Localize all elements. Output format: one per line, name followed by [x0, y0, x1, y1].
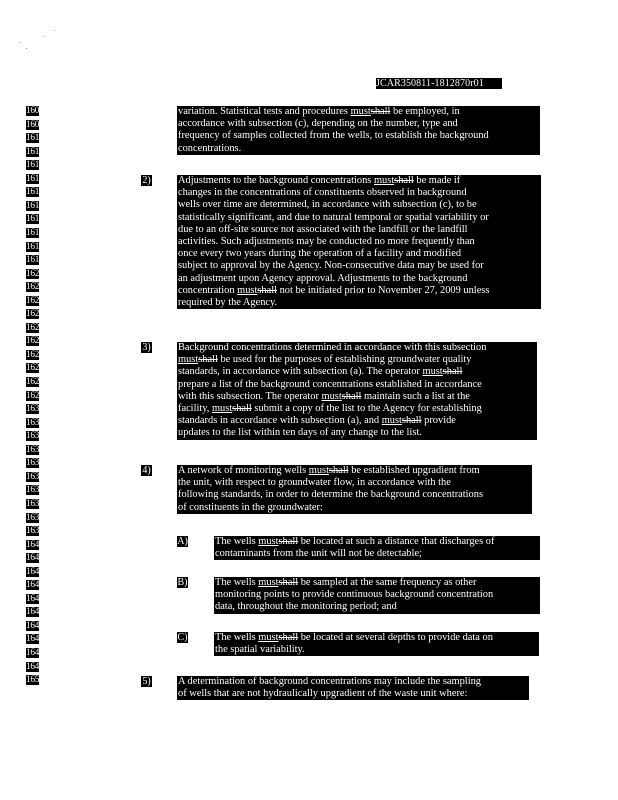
amendment-insert: must	[381, 415, 402, 427]
text-line: variation. Statistical tests and procedures mustshall be employed, in	[178, 106, 460, 117]
amendment-strike: shall	[278, 632, 299, 643]
text-line: updates to the list within ten days of any change to the list.	[178, 427, 422, 439]
paragraph-item-2	[177, 175, 541, 309]
line-number: 1618	[26, 241, 44, 252]
paragraph-item-b	[214, 577, 540, 614]
text-line: accordance with subsection (c), depending on the number, type and	[178, 118, 458, 130]
amendment-insert: must	[211, 402, 233, 414]
text-line: of wells that are not hydraulically upgradient of the waste unit where:	[178, 688, 468, 700]
line-number: 1646	[26, 620, 44, 631]
line-number: 1619	[26, 255, 44, 266]
line-number: 1638	[26, 512, 44, 523]
amendment-insert: must	[237, 284, 258, 296]
line-number: 1626	[26, 349, 44, 360]
text-line: wells over time are determined, in accordance with subsection (c), to be	[178, 199, 477, 211]
line-number: 1609	[26, 119, 44, 130]
text-line: mustshall be used for the purposes of establishing groundwater quality	[178, 354, 472, 366]
amendment-strike: shall	[328, 465, 349, 476]
amendment-strike: shall	[232, 402, 252, 414]
text-line: A network of monitoring wells mustshall be established upgradient from	[178, 465, 480, 476]
line-number: 1643	[26, 580, 44, 591]
line-number: 1630	[26, 404, 44, 415]
item-label-2: 2)	[142, 175, 151, 186]
line-number: 1620	[26, 268, 44, 279]
text-line: activities. Such adjustments may be conducted no more frequently than	[178, 235, 475, 247]
amendment-insert: must	[422, 366, 443, 378]
line-number: 1621	[26, 282, 44, 293]
line-number: 1647	[26, 634, 44, 645]
text-line: standards, in accordance with subsection (a). The operator mustshall	[178, 366, 463, 378]
amendment-strike: shall	[341, 390, 362, 402]
line-number: 1614	[26, 187, 44, 198]
item-label-4: 4)	[142, 465, 151, 476]
text-line: following standards, in order to determine the background concentrations	[178, 489, 483, 501]
amendment-insert: must	[308, 465, 329, 476]
line-number: 1610	[26, 133, 44, 144]
text-line: frequency of samples collected from the wells, to establish the background	[178, 130, 489, 142]
line-number: 1625	[26, 336, 44, 347]
line-number: 1632	[26, 431, 44, 442]
paragraph-item-4	[177, 465, 532, 514]
text-line: The wells mustshall be sampled at the same frequency as other	[215, 577, 477, 588]
text-line: required by the Agency.	[178, 296, 278, 308]
line-number: 1617	[26, 227, 44, 238]
text-line: an adjustment upon Agency approval. Adjustments to the background	[178, 272, 468, 284]
text-line: The wells mustshall be located at several depths to provide data on	[215, 632, 493, 643]
amendment-strike: shall	[370, 106, 391, 117]
text-line: subject to approval by the Agency. Non-consecutive data may be used for	[178, 260, 484, 272]
line-number: 1615	[26, 200, 44, 211]
line-number: 1627	[26, 363, 44, 374]
line-number: 1640	[26, 539, 44, 550]
text-line: concentration mustshall not be initiated prior to November 27, 2009 unless	[178, 284, 490, 296]
text-line: changes in the concentrations of constituents observed in background	[178, 187, 467, 199]
amendment-insert: must	[258, 536, 279, 547]
line-number: 1648	[26, 648, 44, 658]
line-number: 1608	[26, 106, 44, 116]
line-number: 1623	[26, 309, 44, 320]
text-line: monitoring points to provide continuous background concentration	[215, 589, 494, 601]
line-number: 1616	[26, 214, 44, 225]
item-label-a: A)	[177, 536, 188, 547]
text-line: standards in accordance with subsection (a), and mustshall provide	[178, 415, 456, 427]
line-number: 1622	[26, 295, 44, 306]
text-line: once every two years during the operation of a facility and modified	[178, 248, 462, 260]
text-line: prepare a list of the background concentrations established in accordance	[178, 378, 482, 390]
amendment-strike: shall	[278, 577, 299, 588]
text-line: A determination of background concentrations may include the sampling	[178, 676, 481, 687]
text-line: due to an off-site source not associated with the landfill or the landfill	[178, 223, 468, 235]
amendment-insert: must	[350, 106, 371, 117]
amendment-strike: shall	[278, 536, 299, 547]
text-line: with this subsection. The operator mustshall maintain such a list at the	[178, 390, 470, 402]
line-number: 1639	[26, 526, 44, 537]
amendment-strike: shall	[198, 354, 218, 366]
line-number: 1611	[26, 146, 44, 157]
text-line: contaminants from the unit will not be detectable;	[215, 548, 422, 560]
line-number: 1645	[26, 607, 44, 618]
amendment-insert: must	[258, 632, 279, 643]
amendment-strike: shall	[257, 284, 277, 296]
amendment-insert: must	[178, 354, 199, 366]
text-line: statistically significant, and due to natural temporal or spatial variability or	[178, 211, 489, 223]
line-number: 1628	[26, 377, 44, 387]
amendment-insert: must	[258, 577, 279, 588]
item-label-5: 5)	[142, 676, 151, 687]
paragraph-item-a	[214, 536, 540, 560]
text-line: Adjustments to the background concentrations mustshall be made if	[178, 175, 461, 186]
line-number: 1624	[26, 322, 44, 333]
line-number: 1637	[26, 498, 44, 509]
item-label-3: 3)	[142, 342, 151, 353]
item-label-b: B)	[177, 577, 188, 588]
line-number: 1642	[26, 566, 44, 577]
text-line: Background concentrations determined in accordance with this subsection	[178, 342, 487, 353]
item-label-c: C)	[177, 632, 188, 643]
line-number: 1634	[26, 458, 44, 469]
line-number: 1612	[26, 160, 44, 171]
line-number: 1636	[26, 485, 44, 496]
paragraph-item-5	[177, 676, 529, 700]
paragraph-item-c	[214, 632, 539, 656]
amendment-strike: shall	[394, 175, 414, 186]
line-number: 1629	[26, 390, 44, 401]
line-number: 1635	[26, 471, 44, 482]
text-line: of constituents in the groundwater:	[178, 501, 323, 513]
line-number: 1649	[26, 661, 44, 672]
text-line: facility, mustshall submit a copy of the list to the Agency for establishing	[178, 402, 482, 414]
paragraph-item-3	[177, 342, 537, 440]
document-id-header: JCAR350811-1812870r01	[376, 78, 502, 89]
text-line: concentrations.	[178, 142, 242, 154]
amendment-strike: shall	[442, 366, 463, 378]
line-number: 1641	[26, 553, 44, 564]
text-line: data, throughout the monitoring period; and	[215, 601, 397, 613]
line-number: 1633	[26, 444, 44, 455]
line-number: 1613	[26, 173, 44, 184]
line-number: 1650	[26, 675, 44, 686]
scan-speckles	[14, 26, 64, 56]
amendment-strike: shall	[401, 415, 422, 427]
line-number: 1644	[26, 593, 44, 604]
text-line: The wells mustshall be located at such a distance that discharges of	[215, 536, 495, 547]
text-line: the unit, with respect to groundwater flow, in accordance with the	[178, 477, 451, 489]
amendment-insert: must	[321, 390, 342, 402]
line-number: 1631	[26, 417, 44, 428]
amendment-insert: must	[373, 175, 395, 186]
paragraph-continuation	[177, 106, 540, 155]
text-line: the spatial variability.	[215, 644, 305, 656]
